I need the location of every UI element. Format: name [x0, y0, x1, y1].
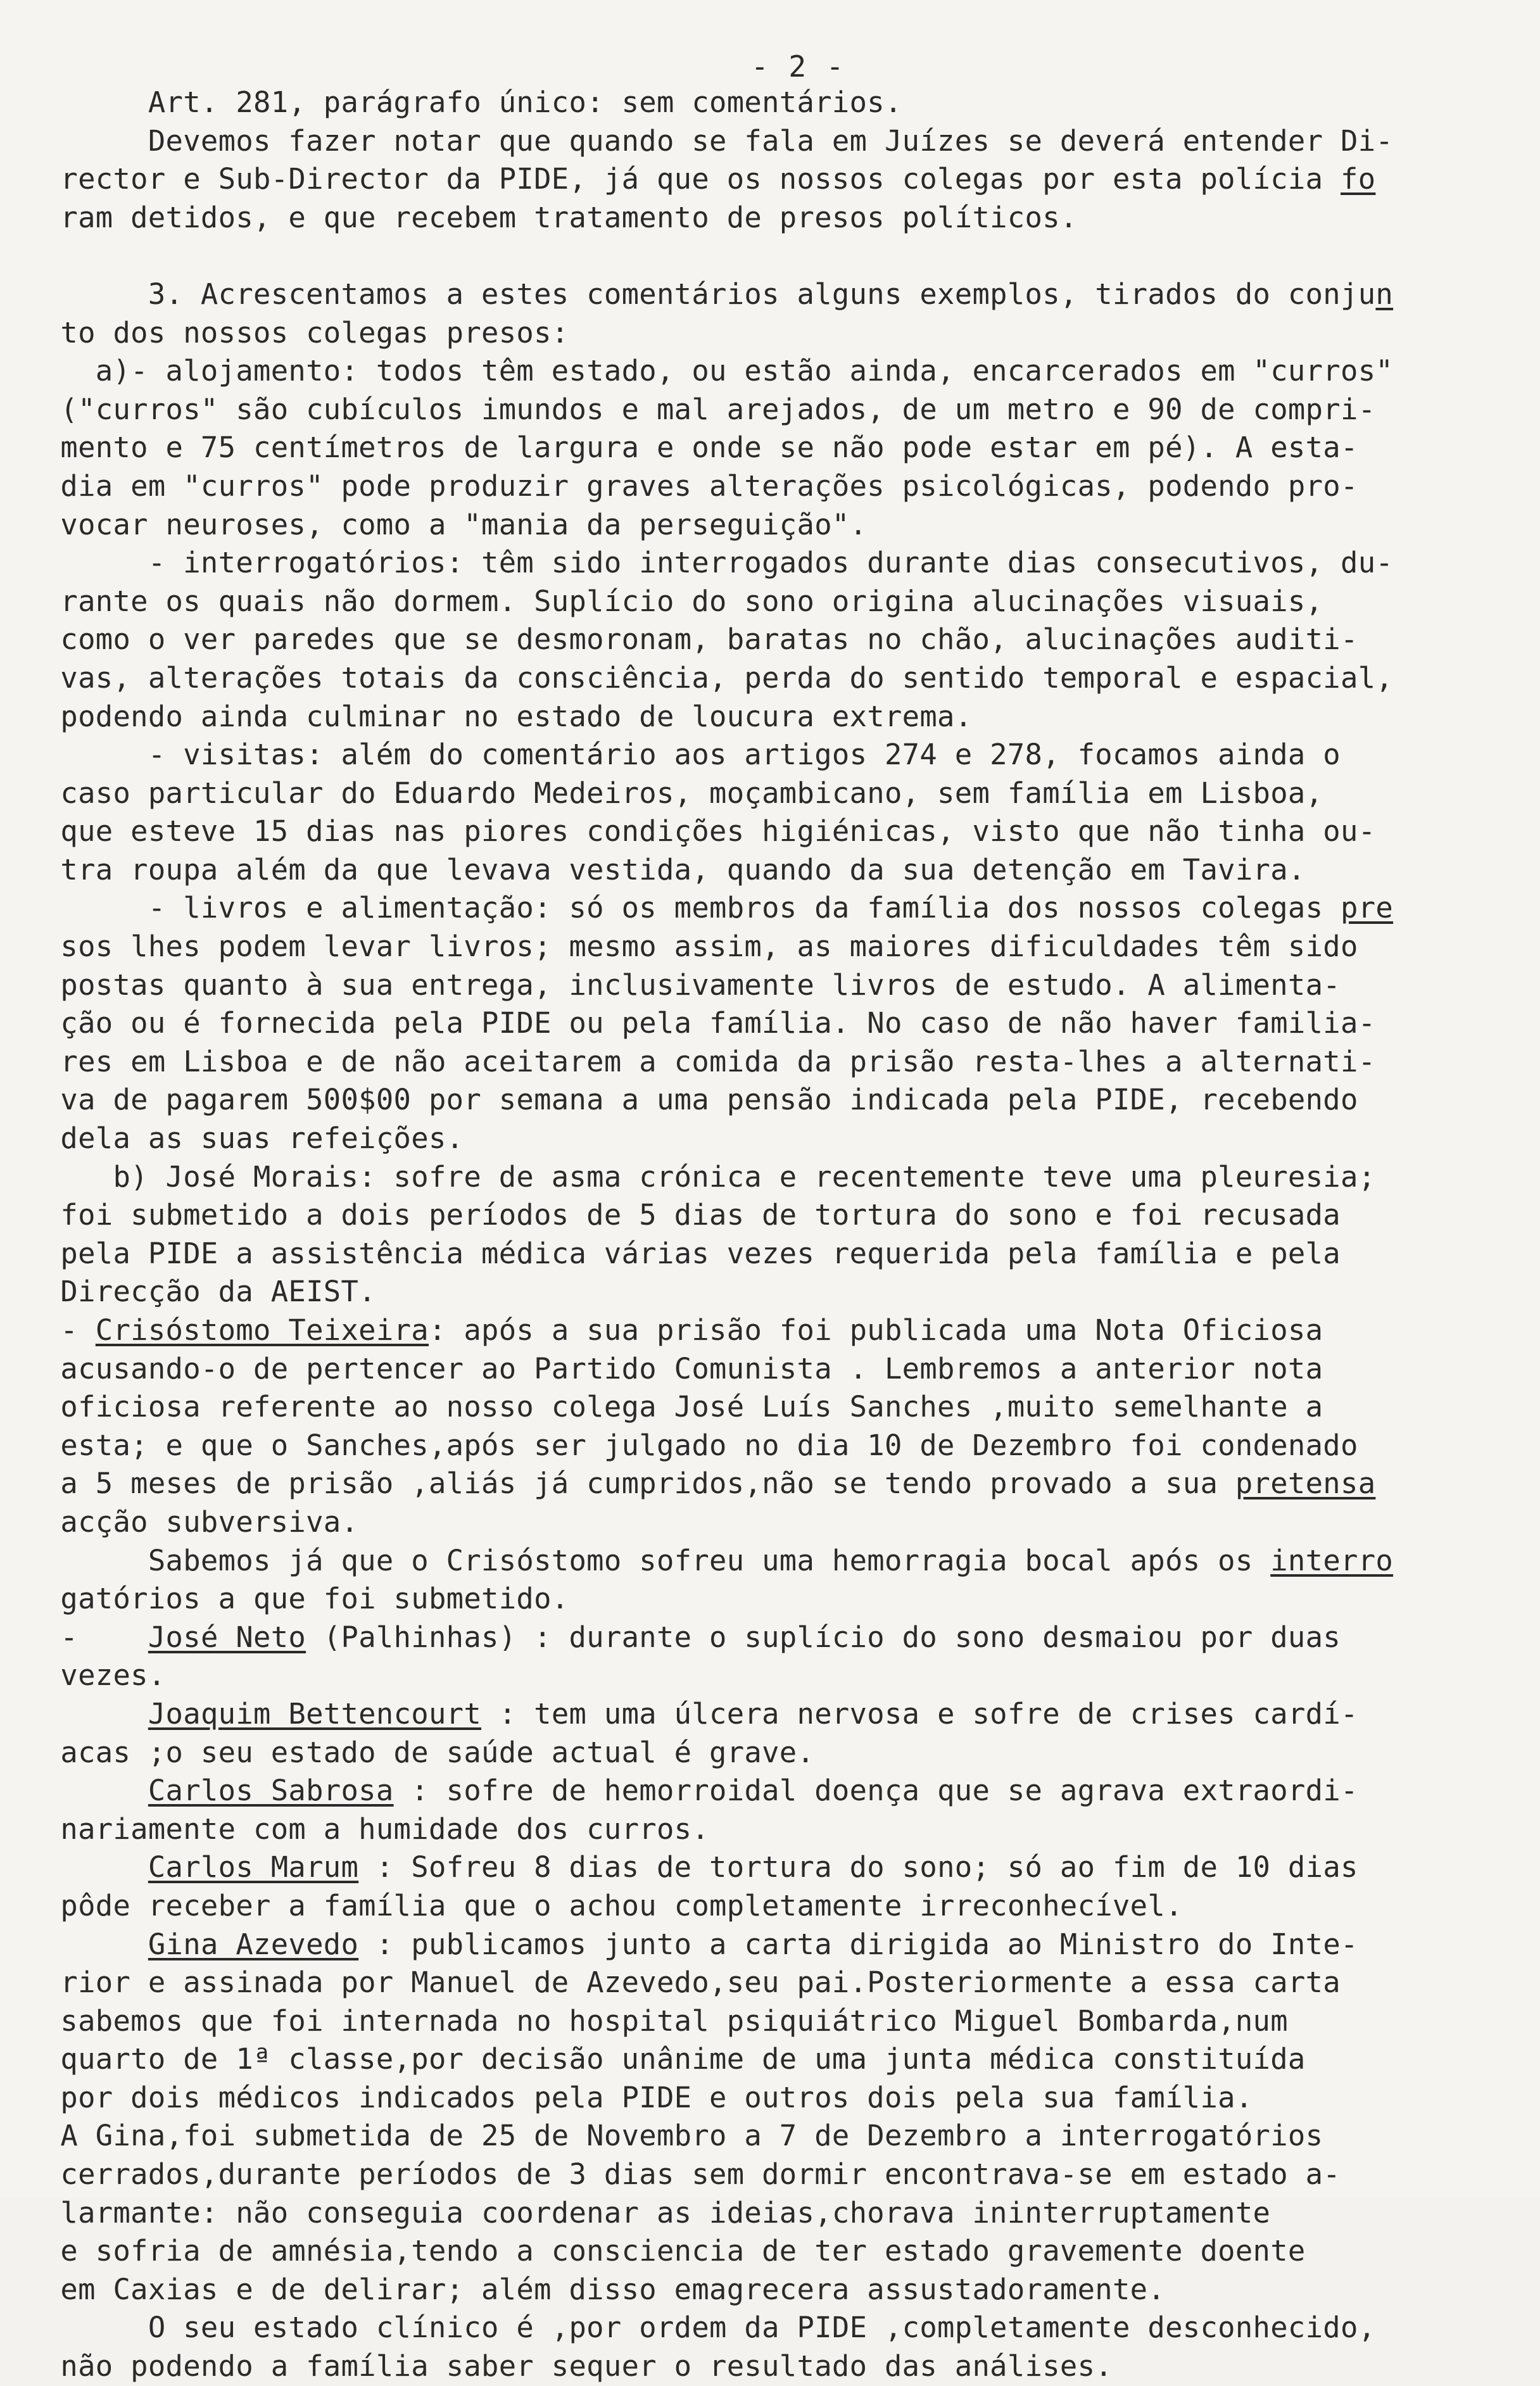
- text-segment: esta; e que o Sanches,após ser julgado no dia 10 de Dezembro foi condenado: [25, 1428, 1358, 1462]
- text-segment: larmante: não conseguia coordenar as ideias,chorava ininterruptamente: [25, 2195, 1271, 2230]
- text-segment: rior e assinada por Manuel de Azevedo,seu pai.Posteriormente a essa carta: [25, 1966, 1341, 2000]
- text-segment: Devemos fazer notar que quando se fala em Juízes se deverá entender Di-: [25, 123, 1394, 158]
- text-line: [25, 84, 1513, 122]
- text-segment: [25, 1697, 148, 1731]
- text-segment: em Caxias e de delirar; além disso emagrecera assustadoramente.: [25, 2272, 1166, 2306]
- document-body: [25, 84, 1513, 2386]
- text-segment: ("curros" são cubículos imundos e mal arejados, de um metro e 90 de compri-: [25, 392, 1376, 426]
- text-line: [25, 1004, 1513, 1043]
- text-segment: pôde receber a família que o achou completamente irreconhecível.: [25, 1888, 1183, 1922]
- text-line: [25, 736, 1513, 774]
- text-segment: : Sofreu 8 dias de tortura do sono; só ao fim de 10 dias: [358, 1850, 1358, 1884]
- text-line: [25, 275, 1513, 314]
- text-segment: rector e Sub-Director da PIDE, já que os nossos colegas por esta polícia: [25, 162, 1341, 196]
- text-segment: [25, 1928, 148, 1961]
- text-segment: a)- alojamento: todos têm estado, ou estão ainda, encarcerados em "curros": [25, 354, 1394, 388]
- underlined-text: Carlos Sabrosa: [148, 1774, 394, 1808]
- text-segment: : sofre de hemorroidal doença que se agrava extraordi-: [393, 1774, 1358, 1808]
- text-segment: e sofria de amnésia,tendo a consciencia de ter estado gravemente doente: [25, 2234, 1306, 2268]
- text-segment: A Gina,foi submetida de 25 de Novembro a 7 de Dezembro a interrogatórios: [25, 2119, 1323, 2153]
- text-line: [25, 2309, 1513, 2347]
- text-segment: [25, 1850, 148, 1884]
- underlined-text: Joaquim Bettencourt: [148, 1696, 482, 1731]
- text-line: [25, 1619, 1513, 1657]
- text-segment: Direcção da AEIST.: [25, 1275, 376, 1309]
- text-line: [25, 698, 1513, 736]
- text-line: [25, 122, 1513, 161]
- underlined-text: interro: [1270, 1543, 1394, 1577]
- text-line: [25, 1196, 1513, 1235]
- text-segment: acas ;o seu estado de saúde actual é grave.: [25, 1735, 815, 1769]
- text-line: [25, 1120, 1513, 1158]
- text-segment: caso particular do Eduardo Medeiros, moçambicano, sem família em Lisboa,: [25, 776, 1323, 810]
- text-segment: podendo ainda culminar no estado de loucura extrema.: [25, 699, 973, 733]
- text-segment: Art. 281, parágrafo único: sem comentários.: [25, 85, 902, 119]
- text-line: [25, 1311, 1513, 1350]
- text-segment: ção ou é fornecida pela PIDE ou pela família. No caso de não haver familia-: [25, 1006, 1376, 1040]
- text-line: [25, 1695, 1513, 1734]
- text-line: [25, 2156, 1513, 2194]
- text-line: [25, 1503, 1513, 1542]
- page-number: - 2 -: [751, 49, 845, 84]
- text-line: [25, 467, 1513, 506]
- text-line: [25, 1043, 1513, 1082]
- text-segment: -: [25, 1620, 148, 1654]
- text-line: [25, 1964, 1513, 2002]
- text-line: [25, 1081, 1513, 1120]
- text-line: [25, 851, 1513, 890]
- text-line: [25, 1542, 1513, 1581]
- text-segment: postas quanto à sua entrega, inclusivamente livros de estudo. A alimenta-: [25, 968, 1341, 1002]
- text-segment: b) José Morais: sofre de asma crónica e recentemente teve uma pleuresia;: [25, 1159, 1376, 1194]
- text-line: [25, 659, 1513, 698]
- text-segment: 3. Acrescentamos a estes comentários alguns exemplos, tirados do conju: [25, 277, 1376, 311]
- text-segment: acção subversiva.: [25, 1505, 359, 1539]
- text-line: [25, 1350, 1513, 1389]
- text-segment: : tem uma úlcera nervosa e sofre de crises cardí-: [481, 1696, 1358, 1731]
- text-segment: to dos nossos colegas presos:: [25, 315, 569, 350]
- text-segment: vocar neuroses, como a "mania da perseguição".: [25, 507, 868, 541]
- text-line: [25, 1657, 1513, 1695]
- text-segment: O seu estado clínico é ,por ordem da PIDE ,completamente desconhecido,: [25, 2311, 1376, 2345]
- text-line: [25, 2002, 1513, 2041]
- text-segment: por dois médicos indicados pela PIDE e outros dois pela sua família.: [25, 2080, 1253, 2114]
- text-line: [25, 2232, 1513, 2271]
- text-segment: a 5 meses de prisão ,aliás já cumpridos,não se tendo provado a sua: [25, 1467, 1235, 1501]
- text-line: [25, 1158, 1513, 1197]
- text-segment: gatórios a que foi submetido.: [25, 1582, 569, 1616]
- text-segment: - interrogatórios: têm sido interrogados durante dias consecutivos, du-: [25, 546, 1394, 580]
- text-segment: dia em "curros" pode produzir graves alterações psicológicas, podendo pro-: [25, 469, 1358, 503]
- text-line: [25, 812, 1513, 851]
- text-segment: como o ver paredes que se desmoronam, baratas no chão, alucinações auditi-: [25, 622, 1358, 657]
- underlined-text: Crisóstomo Teixeira: [95, 1313, 429, 1347]
- text-line: [25, 506, 1513, 545]
- text-segment: não podendo a família saber sequer o resultado das análises.: [25, 2349, 1113, 2383]
- text-line: [25, 160, 1513, 199]
- text-segment: sabemos que foi internada no hospital psiquiátrico Miguel Bombarda,num: [25, 2004, 1288, 2038]
- text-segment: nariamente com a humidade dos curros.: [25, 1812, 710, 1846]
- text-line: [25, 621, 1513, 659]
- text-segment: vezes.: [25, 1658, 166, 1693]
- text-segment: : publicamos junto a carta dirigida ao Ministro do Inte-: [358, 1927, 1358, 1961]
- text-line: [25, 966, 1513, 1005]
- text-line: [25, 1465, 1513, 1503]
- text-segment: - livros e alimentação: só os membros da família dos nossos colegas: [25, 891, 1341, 925]
- text-line: [25, 774, 1513, 813]
- text-segment: -: [25, 1313, 96, 1347]
- text-line: [25, 583, 1513, 621]
- underlined-text: Gina Azevedo: [148, 1927, 359, 1961]
- text-segment: res em Lisboa e de não aceitarem a comida da prisão resta-lhes a alternati-: [25, 1044, 1376, 1078]
- text-line: [25, 237, 1513, 275]
- underlined-text: José Neto: [148, 1620, 306, 1654]
- text-segment: ram detidos, e que recebem tratamento de presos políticos.: [25, 200, 1078, 234]
- underlined-text: fo: [1341, 162, 1376, 196]
- text-line: [25, 2347, 1513, 2386]
- text-line: [25, 199, 1513, 237]
- text-line: [25, 2117, 1513, 2156]
- text-line: [25, 1734, 1513, 1772]
- text-line: [25, 1810, 1513, 1849]
- text-line: [25, 889, 1513, 928]
- text-line: [25, 928, 1513, 966]
- text-segment: - visitas: além do comentário aos artigos 274 e 278, focamos ainda o: [25, 738, 1341, 772]
- text-line: [25, 2194, 1513, 2233]
- underlined-text: pretensa: [1235, 1467, 1376, 1501]
- text-segment: acusando-o de pertencer ao Partido Comunista . Lembremos a anterior nota: [25, 1351, 1323, 1386]
- text-segment: dela as suas refeições.: [25, 1121, 464, 1156]
- underlined-text: Carlos Marum: [148, 1850, 359, 1884]
- text-line: [25, 1926, 1513, 1964]
- text-line: [25, 1772, 1513, 1810]
- underlined-text: pre: [1341, 891, 1394, 925]
- text-segment: vas, alterações totais da consciência, perda do sentido temporal e espacial,: [25, 660, 1394, 695]
- text-line: [25, 1580, 1513, 1619]
- text-line: [25, 1388, 1513, 1427]
- text-segment: (Palhinhas) : durante o suplício do sono desmaiou por duas: [306, 1620, 1341, 1654]
- text-segment: Sabemos já que o Crisóstomo sofreu uma hemorragia bocal após os: [25, 1543, 1271, 1577]
- text-line: [25, 1887, 1513, 1926]
- text-segment: va de pagarem 500$00 por semana a uma pensão indicada pela PIDE, recebendo: [25, 1083, 1358, 1117]
- text-segment: quarto de 1ª classe,por decisão unânime de uma junta médica constituída: [25, 2042, 1306, 2076]
- text-line: [25, 1235, 1513, 1273]
- text-segment: : após a sua prisão foi publicada uma Nota Oficiosa: [428, 1313, 1323, 1347]
- text-line: [25, 429, 1513, 467]
- text-line: [25, 352, 1513, 391]
- text-line: [25, 314, 1513, 353]
- text-line: [25, 1273, 1513, 1311]
- text-segment: que esteve 15 dias nas piores condições higiénicas, visto que não tinha ou-: [25, 814, 1376, 849]
- text-line: [25, 1427, 1513, 1465]
- text-line: [25, 391, 1513, 429]
- text-segment: foi submetido a dois períodos de 5 dias de tortura do sono e foi recusada: [25, 1198, 1341, 1232]
- text-line: [25, 2040, 1513, 2079]
- text-segment: tra roupa além da que levava vestida, quando da sua detenção em Tavira.: [25, 852, 1306, 887]
- text-line: [25, 2271, 1513, 2309]
- text-segment: cerrados,durante períodos de 3 dias sem dormir encontrava-se em estado a-: [25, 2157, 1341, 2192]
- underlined-text: n: [1375, 277, 1394, 311]
- text-line: [25, 544, 1513, 583]
- text-segment: sos lhes podem levar livros; mesmo assim, as maiores dificuldades têm sido: [25, 930, 1358, 964]
- text-segment: pela PIDE a assistência médica várias vezes requerida pela família e pela: [25, 1236, 1341, 1270]
- text-line: [25, 1848, 1513, 1887]
- text-segment: [25, 1774, 148, 1807]
- text-line: [25, 2079, 1513, 2118]
- text-segment: oficiosa referente ao nosso colega José Luís Sanches ,muito semelhante a: [25, 1390, 1323, 1424]
- text-segment: rante os quais não dormem. Suplício do sono origina alucinações visuais,: [25, 584, 1323, 618]
- text-segment: mento e 75 centímetros de largura e onde se não pode estar em pé). A esta-: [25, 431, 1358, 465]
